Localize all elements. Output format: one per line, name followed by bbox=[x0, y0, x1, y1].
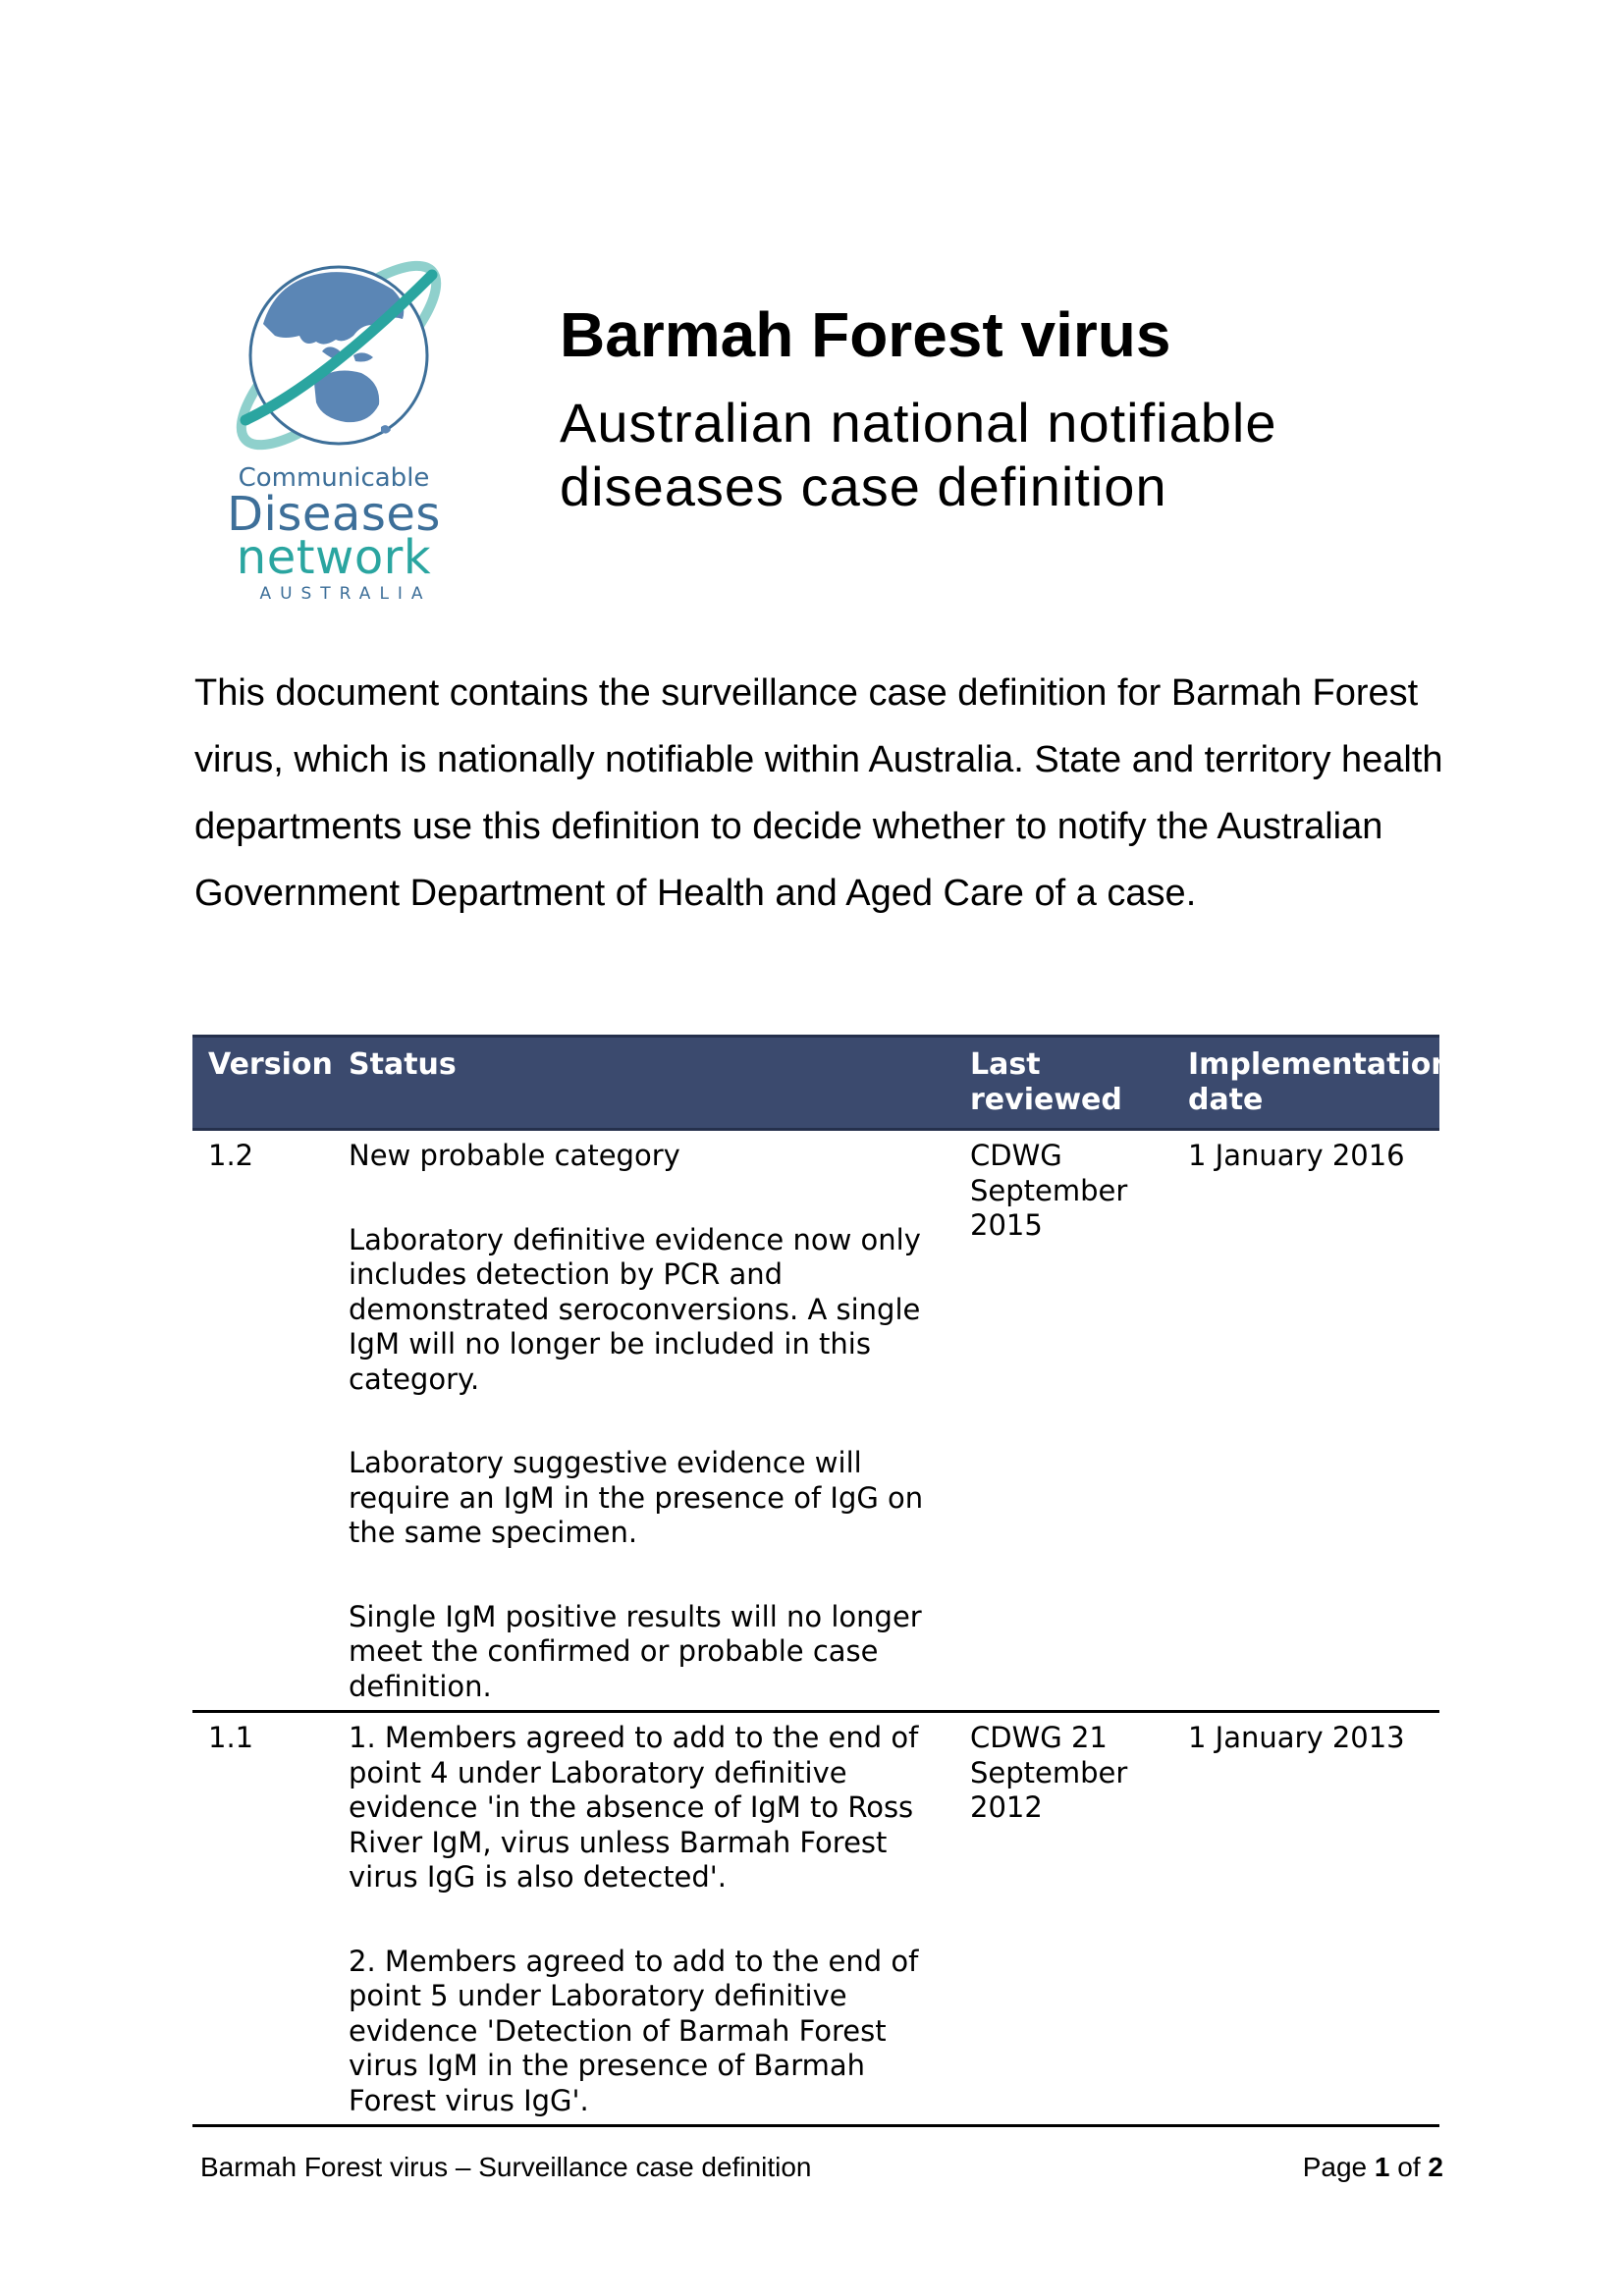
last-reviewed-cell bbox=[954, 1130, 1172, 1712]
column-header-version: Version bbox=[192, 1037, 333, 1130]
column-header-last-reviewed-text: Last reviewed bbox=[970, 1047, 1122, 1117]
status-paragraph: 2. Members agreed to add to the end of point 5 under Laboratory definitive evidence 'Detection of Barmah Forest virus IgM in the presence of Barmah Forest virus IgG'. bbox=[349, 1944, 919, 2117]
status-cell bbox=[333, 1712, 954, 2126]
status-paragraph: Laboratory definitive evidence now only includes detection by PCR and demonstrated seroconversions. A single IgM will no longer be included in this category. bbox=[349, 1222, 921, 1396]
status-paragraph: Single IgM positive results will no longer meet the confirmed or probable case definition. bbox=[349, 1599, 922, 1703]
footer-page-number bbox=[1303, 2152, 1443, 2183]
implementation-date-cell: 1 January 2013 bbox=[1172, 1712, 1439, 2126]
subtitle-line-2: diseases case definition bbox=[560, 455, 1167, 517]
implementation-date-cell: 1 January 2016 bbox=[1172, 1130, 1439, 1712]
status-paragraph: New probable category bbox=[349, 1139, 680, 1172]
logo-text-australia: AUSTRALIA bbox=[259, 584, 432, 604]
logo-text-network: network bbox=[236, 530, 432, 585]
page-subtitle bbox=[560, 391, 1443, 518]
footer-page-of: of bbox=[1397, 2152, 1421, 2182]
version-history-table bbox=[192, 1035, 1452, 2127]
subtitle-line-1: Australian national notifiable bbox=[560, 392, 1277, 454]
logo-text-communicable: Communicable bbox=[238, 463, 430, 493]
column-header-implementation-date: Implementation date bbox=[1172, 1037, 1439, 1130]
table-row bbox=[192, 1712, 1439, 2126]
status-paragraph: 1. Members agreed to add to the end of point 4 under Laboratory definitive evidence 'in the absence of IgM to Ross River IgM, virus unless Barmah Forest virus IgG is also detected'. bbox=[349, 1721, 919, 1894]
footer-document-title: Barmah Forest virus – Surveillance case definition bbox=[200, 2152, 812, 2182]
last-reviewed-text: CDWG 21 September 2012 bbox=[970, 1721, 1128, 1824]
table-header-row bbox=[192, 1037, 1439, 1130]
last-reviewed-text: CDWG September 2015 bbox=[970, 1139, 1128, 1242]
footer-page-total: 2 bbox=[1428, 2152, 1443, 2182]
last-reviewed-cell bbox=[954, 1712, 1172, 2126]
footer-page-current: 1 bbox=[1374, 2152, 1390, 2182]
status-paragraph: Laboratory suggestive evidence will require an IgM in the presence of IgG on the same specimen. bbox=[349, 1446, 924, 1549]
footer-page-word: Page bbox=[1302, 2152, 1368, 2182]
status-cell bbox=[333, 1130, 954, 1712]
table-row bbox=[192, 1130, 1439, 1712]
version-cell: 1.1 bbox=[192, 1712, 333, 2126]
globe-icon bbox=[206, 245, 461, 466]
column-header-status: Status bbox=[333, 1037, 954, 1130]
page-title: Barmah Forest virus bbox=[560, 299, 1171, 370]
cdna-logo bbox=[206, 245, 461, 609]
intro-paragraph: This document contains the surveillance case definition for Barmah Forest virus, which is nationally notifiable within Australia. State and territory health departments use this definition to decide whether to notify the Australian Government Department of Health and Aged Care of a case. bbox=[194, 672, 1443, 914]
column-header-last-reviewed bbox=[954, 1037, 1172, 1130]
logo-text-diseases: Diseases bbox=[227, 487, 441, 542]
version-cell: 1.2 bbox=[192, 1130, 333, 1712]
